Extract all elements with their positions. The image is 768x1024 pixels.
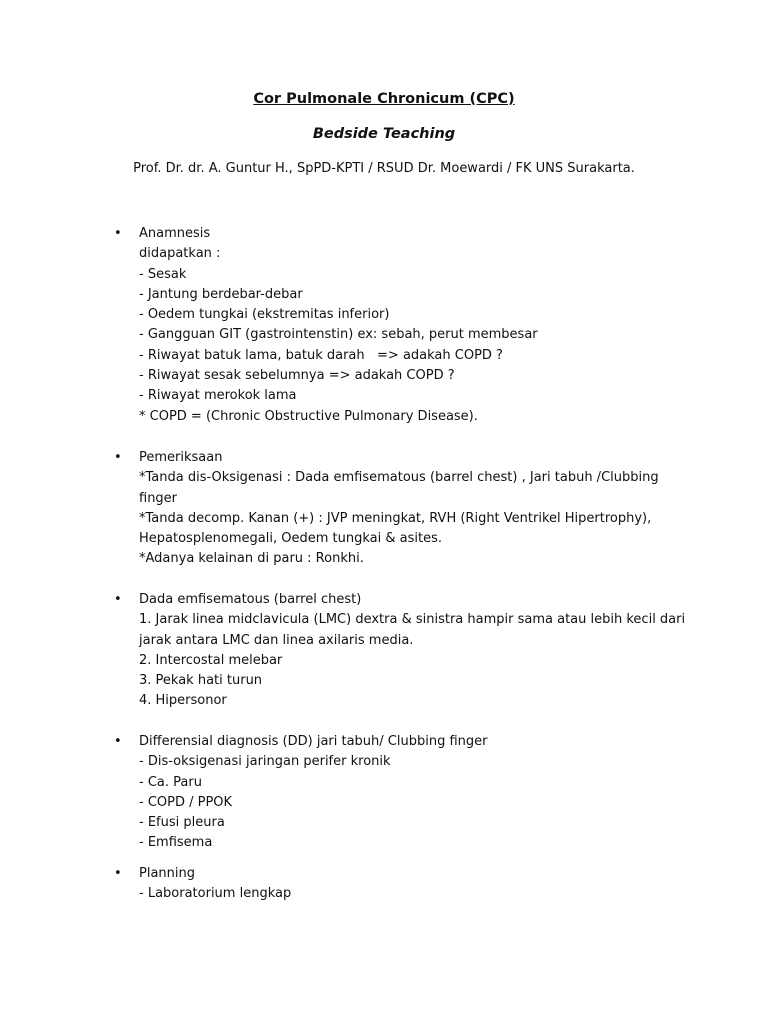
section-line: didapatkan : xyxy=(139,246,221,262)
section-heading: Dada emfisematous (barrel chest) xyxy=(139,592,362,607)
bullet-icon: • xyxy=(114,226,122,241)
section-line: 1. Jarak linea midclavicula (LMC) dextra & sinistra hampir sama atau lebih kecil dari xyxy=(139,612,686,628)
document-title: Cor Pulmonale Chronicum (CPC) xyxy=(253,91,515,107)
section-line: - Efusi pleura xyxy=(139,815,225,831)
section-line: *Tanda decomp. Kanan (+) : JVP meningkat, RVH (Right Ventrikel Hipertrophy), xyxy=(139,510,652,526)
section-line: - Oedem tungkai (ekstremitas inferior) xyxy=(139,307,390,323)
author-line: Prof. Dr. dr. A. Guntur H., SpPD-KPTI / RSUD Dr. Moewardi / FK UNS Surakarta. xyxy=(133,161,635,176)
section-lines xyxy=(139,732,679,854)
bullet-icon: • xyxy=(114,450,122,465)
bullet-icon: • xyxy=(114,866,122,881)
section-line: - Dis-oksigenasi jaringan perifer kronik xyxy=(139,754,391,770)
section-line: - COPD / PPOK xyxy=(139,794,233,810)
section-line: - Riwayat merokok lama xyxy=(139,388,297,404)
section-line: - Riwayat sesak sebelumnya => adakah COPD ? xyxy=(139,368,455,384)
section-line: 2. Intercostal melebar xyxy=(139,652,283,668)
section-line: - Riwayat batuk lama, batuk darah => adakah COPD ? xyxy=(139,347,503,363)
section-lines xyxy=(139,224,679,427)
section-lines xyxy=(139,448,679,570)
section-heading: Anamnesis xyxy=(139,226,211,241)
section-lines xyxy=(139,590,686,712)
section-line: 3. Pekak hati turun xyxy=(139,673,263,689)
section-line: *Tanda dis-Oksigenasi : Dada emfisematous (barrel chest) , Jari tabuh /Clubbing xyxy=(139,470,659,486)
section-line: 4. Hipersonor xyxy=(139,693,227,709)
section-line: - Jantung berdebar-debar xyxy=(139,286,303,302)
section-line: - Emfisema xyxy=(139,835,213,851)
section-line: - Sesak xyxy=(139,266,187,282)
section-line: - Gangguan GIT (gastrointenstin) ex: sebah, perut membesar xyxy=(139,327,538,343)
section-lines xyxy=(139,864,679,905)
section-line: *Adanya kelainan di paru : Ronkhi. xyxy=(139,551,364,567)
section-line: finger xyxy=(139,490,178,506)
section-line: jarak antara LMC dan linea axilaris media. xyxy=(139,632,414,648)
bullet-icon: • xyxy=(114,592,122,607)
document-subtitle: Bedside Teaching xyxy=(312,126,456,142)
section-heading: Planning xyxy=(139,866,195,881)
bullet-icon: • xyxy=(114,734,122,749)
section-line: - Ca. Paru xyxy=(139,774,202,790)
section-line: * COPD = (Chronic Obstructive Pulmonary Disease). xyxy=(139,408,478,424)
section-line: - Laboratorium lengkap xyxy=(139,886,292,902)
section-heading: Pemeriksaan xyxy=(139,450,223,465)
section-line: Hepatosplenomegali, Oedem tungkai & asites. xyxy=(139,531,442,547)
section-heading: Differensial diagnosis (DD) jari tabuh/ Clubbing finger xyxy=(139,734,488,749)
